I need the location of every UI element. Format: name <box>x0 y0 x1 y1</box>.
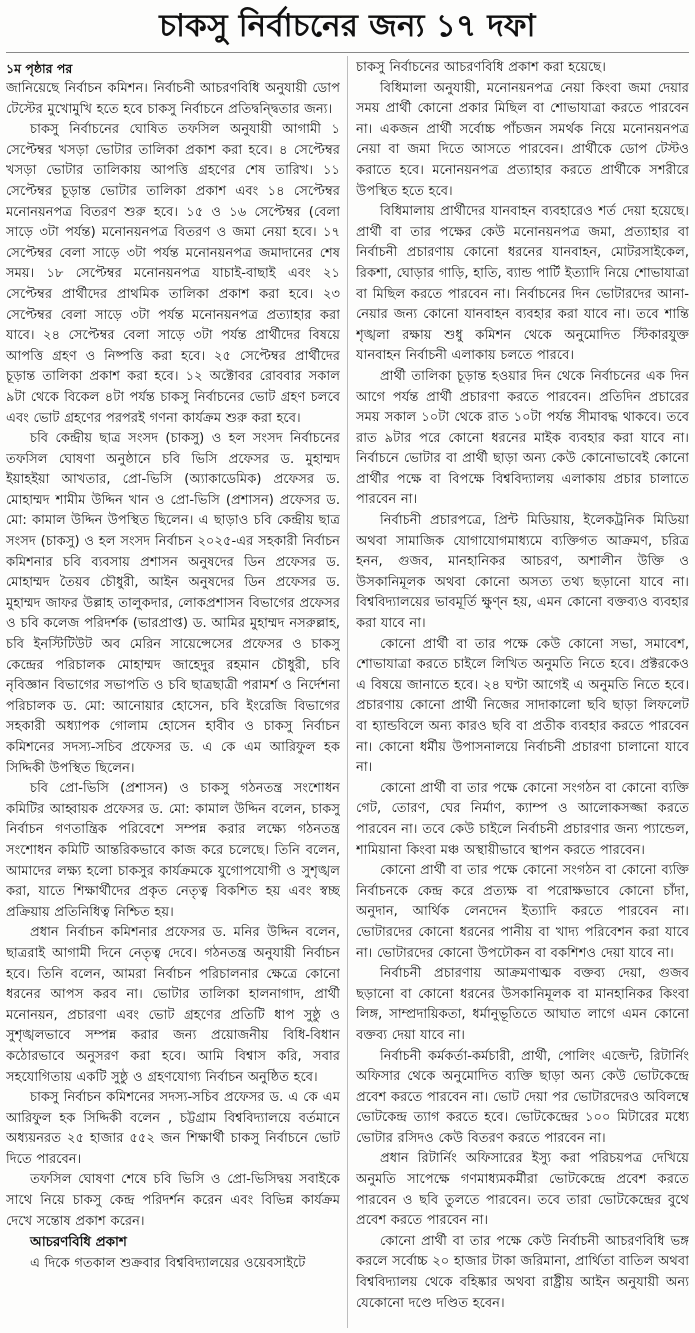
paragraph: কোনো প্রার্থী বা তার পক্ষে কেউ নির্বাচনী আচরণবিধি ভঙ্গ করলে সর্বোচ্চ ২০ হাজার টাকা জরিমানা, প্রার্থিতা বাতিল অথবা বিশ্ববিদ্যালয় থেকে বহিষ্কার অথবা রাষ্ট্রীয় আইন অনুযায়ী অন্য যেকোনো দণ্ডে দণ্ডিত হবেন। <box>356 1233 689 1311</box>
paragraph: জানিয়েছে নির্বাচন কমিশন। নির্বাচনী আচরণবিধি অনুযায়ী ডোপ টেস্টের মুখোমুখি হতে হবে চাকসু নির্বাচনে প্রতিদ্বন্দ্বিতার জন্য। <box>6 81 340 117</box>
paragraph: চাকসু নির্বাচনের ঘোষিত তফসিল অনুযায়ী আগামী ১ সেপ্টেম্বর খসড়া ভোটার তালিকা প্রকাশ করা হবে। ৪ সেপ্টেম্বর খসড়া ভোটার তালিকায় আপত্তি গ্রহণের শেষ তারিখ। ১১ সেপ্টেম্বর চূড়ান্ত ভোটার তালিকা প্রকাশ এবং ১৪ সেপ্টেম্বর মনোনয়নপত্র বিতরণ শুরু হবে। ১৫ ও ১৬ সেপ্টেম্বর (বেলা সাড়ে ৩টা পর্যন্ত) মনোনয়নপত্র বিতরণ ও জমা নেয়া হবে। ১৭ সেপ্টেম্বর বেলা সাড়ে ৩টা পর্যন্ত মনোনয়নপত্র জমাদানের শেষ সময়। ১৮ সেপ্টেম্বর মনোনয়নপত্র যাচাই-বাছাই এবং ২১ সেপ্টেম্বর প্রার্থীদের প্রাথমিক তালিকা প্রকাশ করা হবে। ২৩ সেপ্টেম্বর বেলা সাড়ে ৩টা পর্যন্ত মনোনয়নপত্র প্রত্যাহার করা যাবে। ২৪ সেপ্টেম্বর বেলা সাড়ে ৩টা পর্যন্ত প্রার্থীদের বিষয়ে আপত্তি গ্রহণ ও নিষ্পত্তি করা হবে। ২৫ সেপ্টেম্বর প্রার্থীদের চূড়ান্ত তালিকা প্রকাশ করা হবে। ১২ অক্টোবর রোববার সকাল ৯টা থেকে বিকেল ৪টা পর্যন্ত চাকসু নির্বাচনের ভোট গ্রহণ চলবে এবং ভোট গ্রহণের পরপরই গণনা কার্যক্রম শুরু করা হবে। <box>6 122 340 426</box>
column-divider <box>347 56 348 1328</box>
paragraph: নির্বাচনী প্রচারপত্রে, প্রিন্ট মিডিয়ায়, ইলেকট্রনিক মিডিয়া অথবা সামাজিক যোগাযোগমাধ্যমে ব্যক্তিগত আক্রমণ, চরিত্র হনন, গুজব, মানহানিকর আচরণ, অশালীন উক্তি ও উসকানিমূলক অথবা কোনো অসত্য তথ্য ছড়ানো যাবে না। বিশ্ববিদ্যালয়ের ভাবমূর্তি ক্ষুণ্ন হয়, এমন কোনো বক্তব্যও ব্যবহার করা যাবে না। <box>356 513 689 632</box>
paragraph: চবি প্রো-ভিসি (প্রশাসন) ও চাকসু গঠনতন্ত্র সংশোধন কমিটির আহ্বায়ক প্রফেসর ড. মো: কামাল উদ্দিন বলেন, চাকসু নির্বাচন গণতান্ত্রিক পরিবেশে সম্পন্ন করার লক্ষ্যে গঠনতন্ত্র সংশোধন কমিটি আন্তরিকভাবে কাজ করে চলেছে। তিনি বলেন, আমাদের লক্ষ্য হলো চাকসুর কার্যক্রমকে যুগোপযোগী ও সুশৃঙ্খল করা, যাতে শিক্ষার্থীদের প্রকৃত নেতৃত্ব বিকশিত হয় এবং স্বচ্ছ প্রক্রিয়ায় প্রতিনিধিত্ব নিশ্চিত হয়। <box>6 781 340 920</box>
paragraph: বিধিমালায় প্রার্থীদের যানবাহন ব্যবহারেও শর্ত দেয়া হয়েছে। প্রার্থী বা তার পক্ষের কেউ মনোনয়নপত্র জমা, প্রত্যাহার বা নির্বাচনী প্রচারণায় কোনো ধরনের যানবাহন, মোটরসাইকেল, রিকশা, ঘোড়ার গাড়ি, হাতি, ব্যান্ড পার্টি ইত্যাদি নিয়ে শোভাযাত্রা বা মিছিল করতে পারবেন না। নির্বাচনের দিন ভোটারদের আনা-নেয়ার জন্য কোনো যানবাহন ব্যবহার করা যাবে না। তবে শান্তি শৃঙ্খলা রক্ষায় শুধু কমিশন থেকে অনুমোদিত স্টিকারযুক্ত যানবাহন নির্বাচনী এলাকায় চলতে পারবে। <box>356 204 689 364</box>
continued-from-label: ১ম পৃষ্ঠার পর <box>6 61 73 76</box>
paragraph: এ দিকে গতকাল শুক্রবার বিশ্ববিদ্যালয়ের ওয়েবসাইটে <box>30 1256 306 1272</box>
paragraph: কোনো প্রার্থী বা তার পক্ষে কোনো সংগঠন বা কোনো ব্যক্তি গেট, তোরণ, ঘের নির্মাণ, ক্যাম্প ও আলোকসজ্জা করতে পারবেন না। তবে কেউ চাইলে নির্বাচনী প্রচারণার জন্য প্যান্ডেল, শামিয়ানা কিংবা মঞ্চ অস্থায়ীভাবে স্থাপন করতে পারবেন। <box>356 780 689 858</box>
paragraph-continued: চাকসু নির্বাচনের আচরণবিধি প্রকাশ করা হয়েছে। <box>356 60 606 75</box>
paragraph: কোনো প্রার্থী বা তার পক্ষে কেউ কোনো সভা, সমাবেশ, শোভাযাত্রা করতে চাইলে লিখিত অনুমতি নিতে হবে। প্রক্টরকেও এ বিষয়ে জানাতে হবে। ২৪ ঘণ্টা আগেই এ অনুমতি নিতে হবে। প্রচারণায় কোনো প্রার্থী নিজের সাদাকালো ছবি ছাড়া লিফলেট বা হ্যান্ডবিলে অন্য কারও ছবি বা প্রতীক ব্যবহার করতে পারবেন না। কোনো ধর্মীয় উপাসনালয়ে নির্বাচনী প্রচারণা চালানো যাবে না। <box>356 636 689 776</box>
paragraph: কোনো প্রার্থী বা তার পক্ষে কোনো সংগঠন বা কোনো ব্যক্তি নির্বাচনকে কেন্দ্র করে প্রত্যক্ষ বা পরোক্ষভাবে কোনো চাঁদা, অনুদান, আর্থিক লেনদেন ইত্যাদি করতে পারবেন না। ভোটারদের কোনো ধরনের পানীয় বা খাদ্য পরিবেশন করা যাবে না। ভোটারদের কোনো উপঢৌকন বা বকশিশও দেয়া যাবে না। <box>356 863 689 961</box>
headline-rule <box>6 52 689 53</box>
right-column <box>356 58 689 1330</box>
paragraph: চবি কেন্দ্রীয় ছাত্র সংসদ (চাকসু) ও হল সংসদ নির্বাচনের তফসিল ঘোষণা অনুষ্ঠানে চবি ভিসি প্রফেসর ড. মুহাম্মদ ইয়াহইয়া আখতার, প্রো-ভিসি (অ্যাকাডেমিক) প্রফেসর ড. মোহাম্মদ শামীম উদ্দিন খান ও প্রো-ভিসি (প্রশাসন) প্রফেসর ড. মো: কামাল উদ্দিন উপস্থিত ছিলেন। এ ছাড়াও চবি কেন্দ্রীয় ছাত্র সংসদ (চাকসু) ও হল সংসদ নির্বাচন ২০২৫-এর সহকারী নির্বাচন কমিশনার চবি ব্যবসায় প্রশাসন অনুষদের ডিন প্রফেসর ড. মোহাম্মদ তৈয়ব চৌধুরী, আইন অনুষদের ডিন প্রফেসর ড. মুহাম্মদ জাফর উল্লাহ তালুকদার, লোকপ্রশাসন বিভাগের প্রফেসর ও চবি কলেজ পরিদর্শক (ভারপ্রাপ্ত) ড. আমির মুহাম্মদ নসরুল্লাহ, চবি ইনস্টিটিউট অব মেরিন সায়েন্সেসের প্রফেসর ও চাকসু কেন্দ্রের পরিচালক মোহাম্মদ জাহেদুর রহমান চৌধুরী, চবি নৃবিজ্ঞান বিভাগের সভাপতি ও চবি ছাত্রছাত্রী পরামর্শ ও নির্দেশনা পরিচালক ড. মো: আনোয়ার হোসেন, চবি ইংরেজি বিভাগের সহকারী অধ্যাপক গোলাম হোসেন হাবীব ও চাকসু নির্বাচন কমিশনের সদস্য-সচিব প্রফেসর ড. এ কে এম আরিফুল হক সিদ্দিকী উপস্থিত ছিলেন। <box>6 431 340 776</box>
paragraph: প্রধান রিটার্নিং অফিসারের ইস্যু করা পরিচয়পত্র দেখিয়ে অনুমতি সাপেক্ষে গণমাধ্যমকর্মীরা ভোটকেন্দ্রে প্রবেশ করতে পারবেন ও ছবি তুলতে পারবেন। তবে তারা ভোটকেন্দ্রের বুথে প্রবেশ করতে পারবেন না। <box>356 1151 689 1229</box>
subheading: আচরণবিধি প্রকাশ <box>30 1235 127 1251</box>
headline: চাকসু নির্বাচনের জন্য ১৭ দফা <box>159 8 536 44</box>
paragraph: চাকসু নির্বাচন কমিশনের সদস্য-সচিব প্রফেসর ড. এ কে এম আরিফুল হক সিদ্দিকী বলেন , চট্টগ্রাম বিশ্ববিদ্যালয়ে বর্তমানে অধ্যয়নরত ২৫ হাজার ৫৫২ জন শিক্ষার্থী চাকসু নির্বাচনে ভোট দিতে পারবেন। <box>6 1090 340 1167</box>
paragraph: প্রধান নির্বাচন কমিশনার প্রফেসর ড. মনির উদ্দিন বলেন, ছাত্ররাই আগামী দিনে নেতৃত্ব দেবে। গঠনতন্ত্র অনুযায়ী নির্বাচন হবে। তিনি বলেন, আমরা নির্বাচন পরিচালনার ক্ষেত্রে কোনো ধরনের আপস করব না। ভোটার তালিকা হালনাগাদ, প্রার্থী মনোনয়ন, প্রচারণা এবং ভোট গ্রহণের প্রতিটি ধাপ সুষ্ঠু ও সুশৃঙ্খলভাবে সম্পন্ন করার জন্য প্রয়োজনীয় বিধি-বিধান কঠোরভাবে অনুসরণ করা হবে। আমি বিশ্বাস করি, সবার সহযোগিতায় একটি সুষ্ঠু ও গ্রহণযোগ্য নির্বাচন অনুষ্ঠিত হবে। <box>6 925 340 1085</box>
paragraph: নির্বাচনী কর্মকর্তা-কর্মচারী, প্রার্থী, পোলিং এজেন্ট, রিটার্নিং অফিসার থেকে অনুমোদিত ব্যক্তি ছাড়া অন্য কেউ ভোটকেন্দ্রে প্রবেশ করতে পারবেন না। ভোট দেয়া পর ভোটারদেরও অবিলম্বে ভোটকেন্দ্র ত্যাগ করতে হবে। ভোটকেন্দ্রের ১০০ মিটারের মধ্যে ভোটার রসিদও কেউ বিতরণ করতে পারবেন না। <box>356 1048 689 1146</box>
paragraph: বিধিমালা অনুযায়ী, মনোনয়নপত্র নেয়া কিংবা জমা দেয়ার সময় প্রার্থী কোনো প্রকার মিছিল বা শোভাযাত্রা করতে পারবেন না। একজন প্রার্থী সর্বোচ্চ পাঁচজন সমর্থক নিয়ে মনোনয়নপত্র নেয়া বা জমা দিতে আসতে পারবেন। প্রার্থীকে ডোপ টেস্টও করাতে হবে। মনোনয়নপত্র প্রত্যাহার করতে প্রার্থীকে সশরীরে উপস্থিত হতে হবে। <box>356 80 689 199</box>
left-column <box>6 58 340 1330</box>
paragraph: নির্বাচনী প্রচারণায় আক্রমণাত্মক বক্তব্য দেয়া, গুজব ছড়ানো বা কোনো ধরনের উসকানিমূলক বা মানহানিকর কিংবা লিঙ্গ, সাম্প্রদায়িকতা, ধর্মানুভূতিতে আঘাত লাগে এমন কোনো বক্তব্য দেয়া যাবে না। <box>356 966 689 1043</box>
paragraph: তফসিল ঘোষণা শেষে চবি ভিসি ও প্রো-ভিসিদ্বয় সবাইকে সাথে নিয়ে চাকসু কেন্দ্র পরিদর্শন করেন এবং বিভিন্ন কার্যক্রম দেখে সন্তোষ প্রকাশ করেন। <box>6 1172 340 1229</box>
paragraph: প্রার্থী তালিকা চূড়ান্ত হওয়ার দিন থেকে নির্বাচনের এক দিন আগে পর্যন্ত প্রার্থী প্রচারণা করতে পারবেন। প্রতিদিন প্রচারের সময় সকাল ১০টা থেকে রাত ১০টা পর্যন্ত সীমাবদ্ধ থাকবে। তবে রাত ৯টার পরে কোনো ধরনের মাইক ব্যবহার করা যাবে না। নির্বাচনে ভোটার বা প্রার্থী ছাড়া অন্য কেউ কোনোভাবেই কোনো প্রার্থীর পক্ষে বা বিপক্ষে বিশ্ববিদ্যালয় এলাকায় প্রচার চালাতে পারবেন না। <box>356 368 689 508</box>
